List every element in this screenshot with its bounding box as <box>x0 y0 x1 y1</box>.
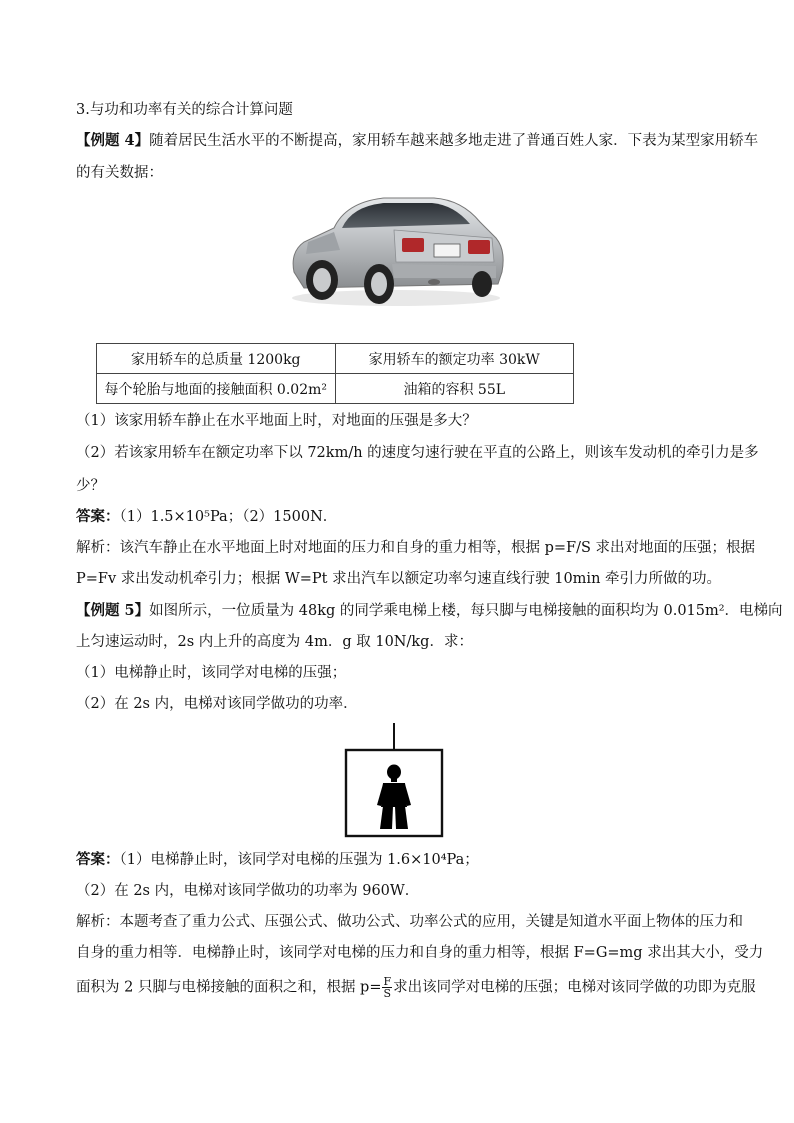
example4-q2-line1: （2）若该家用轿车在额定功率下以 72km/h 的速度匀速行驶在平直的公路上，则该车发动机的牵引力是多 <box>76 445 759 461</box>
example4-q2-line2: 少？ <box>76 478 105 494</box>
analysis-text: 面积为 2 只脚与电梯接触的面积之和，根据 p= <box>76 979 382 996</box>
answer-label: 答案： <box>76 508 120 525</box>
example5-line1 <box>76 601 783 621</box>
answer-text: （1）电梯静止时，该同学对电梯的压强为 1.6×10⁴Pa； <box>119 852 479 868</box>
example5-answer1 <box>76 850 479 870</box>
example4-line1 <box>76 131 758 151</box>
example4-answer <box>76 507 337 527</box>
example4-analysis-line1: 解析：该汽车静止在水平地面上时对地面的压力和自身的重力相等，根据 p=F/S 求出对地面的压强；根据 <box>76 540 756 556</box>
answer-text: （1）1.5×10⁵Pa；（2）1500N． <box>119 509 338 525</box>
table-row <box>97 344 574 374</box>
section-title: 3.与功和功率有关的综合计算问题 <box>76 102 293 118</box>
example5-tag: 【例题 5】 <box>76 602 150 619</box>
example4-line2: 的有关数据： <box>76 165 163 181</box>
example5-q1: （1）电梯静止时，该同学对电梯的压强； <box>76 665 347 681</box>
elevator-diagram <box>344 723 444 838</box>
spec-table <box>96 343 574 404</box>
answer-label: 答案： <box>76 851 120 868</box>
table-cell: 家用轿车的额定功率 30kW <box>335 344 574 374</box>
car-image <box>284 192 508 310</box>
example5-text1: 如图所示，一位质量为 48kg 的同学乘电梯上楼，每只脚与电梯接触的面积均为 0.015m²．电梯向 <box>149 603 783 619</box>
example4-analysis-line2: P=Fv 求出发动机牵引力；根据 W=Pt 求出汽车以额定功率匀速直线行驶 10min 牵引力所做的功。 <box>76 571 722 587</box>
example5-analysis-line1: 解析：本题考查了重力公式、压强公式、做功公式、功率公式的应用，关键是知道水平面上物体的压力和 <box>76 914 743 930</box>
example4-tag: 【例题 4】 <box>76 132 150 149</box>
table-row <box>97 374 574 404</box>
example4-text1: 随着居民生活水平的不断提高，家用轿车越来越多地走进了普通百姓人家．下表为某型家用轿车 <box>149 133 759 149</box>
fraction-numerator: F <box>383 975 392 988</box>
table-cell: 油箱的容积 55L <box>335 374 574 404</box>
table-cell: 家用轿车的总质量 1200kg <box>97 344 336 374</box>
fraction-f-over-s <box>382 976 392 999</box>
analysis-text: 求出该同学对电梯的压强；电梯对该同学做的功即为克服 <box>393 979 756 996</box>
example4-q1: （1）该家用轿车静止在水平地面上时，对地面的压强是多大？ <box>76 413 477 429</box>
fraction-denominator: S <box>383 987 392 1000</box>
example5-q2: （2）在 2s 内，电梯对该同学做功的功率． <box>76 696 358 712</box>
example5-line2: 上匀速运动时，2s 内上升的高度为 4m．g 取 10N/kg．求： <box>76 634 473 650</box>
example5-analysis-line2: 自身的重力相等．电梯静止时，该同学对电梯的压力和自身的重力相等，根据 F=G=mg 求出其大小，受力 <box>76 945 764 961</box>
table-cell: 每个轮胎与地面的接触面积 0.02m² <box>97 374 336 404</box>
example5-answer2: （2）在 2s 内，电梯对该同学做功的功率为 960W． <box>76 883 420 899</box>
example5-analysis-line3 <box>76 976 756 999</box>
